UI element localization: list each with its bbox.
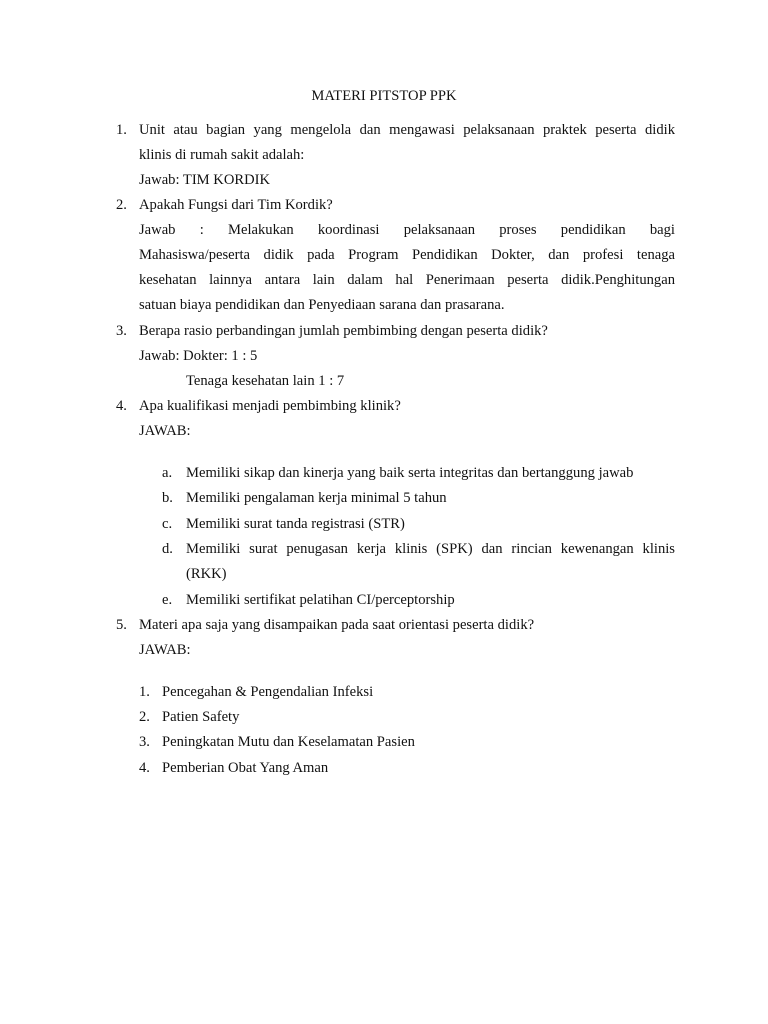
list-text: Memiliki pengalaman kerja minimal 5 tahun bbox=[186, 490, 447, 506]
list-text: Pencegahan & Pengendalian Infeksi bbox=[162, 684, 374, 700]
question-text: Unit atau bagian yang mengelola dan mengawasi pelaksanaan praktek peserta didik bbox=[139, 122, 675, 138]
question-number: 3. bbox=[116, 323, 127, 339]
list-text: Patien Safety bbox=[162, 709, 240, 725]
question-body bbox=[139, 394, 675, 444]
question-body bbox=[139, 193, 675, 318]
question-number: 5. bbox=[116, 617, 127, 633]
question-body bbox=[139, 118, 675, 193]
question-text: Apa kualifikasi menjadi pembimbing klinik? bbox=[139, 398, 401, 414]
question-text: klinis di rumah sakit adalah: bbox=[139, 147, 305, 163]
list-text: Memiliki sikap dan kinerja yang baik serta integritas dan bertanggung jawab bbox=[186, 465, 634, 481]
answer-text: Mahasiswa/peserta didik pada Program Pendidikan Dokter, dan profesi tenaga bbox=[139, 247, 675, 263]
page-title: MATERI PITSTOP PPK bbox=[311, 88, 457, 104]
question-text: Materi apa saja yang disampaikan pada saat orientasi peserta didik? bbox=[139, 617, 535, 633]
answer-label: JAWAB: bbox=[139, 642, 191, 658]
answer-text: kesehatan lainnya antara lain dalam hal Penerimaan peserta didik.Penghitungan bbox=[139, 272, 675, 288]
list-marker: 1. bbox=[139, 684, 150, 700]
answer-label: JAWAB: bbox=[139, 423, 191, 439]
question-number: 4. bbox=[116, 398, 127, 414]
answer-text: Tenaga kesehatan lain 1 : 7 bbox=[186, 373, 345, 389]
list-text: Memiliki sertifikat pelatihan CI/perceptorship bbox=[186, 592, 455, 608]
answer-text: satuan biaya pendidikan dan Penyediaan sarana dan prasarana. bbox=[139, 297, 505, 313]
list-text bbox=[186, 537, 675, 587]
answer-text: Jawab : Melakukan koordinasi pelaksanaan proses pendidikan bagi bbox=[139, 222, 675, 238]
question-text: Apakah Fungsi dari Tim Kordik? bbox=[139, 197, 333, 213]
list-marker: 3. bbox=[139, 734, 150, 750]
question-body bbox=[139, 319, 675, 394]
question-body bbox=[139, 613, 675, 663]
list-marker: e. bbox=[162, 592, 173, 608]
list-text: Pemberian Obat Yang Aman bbox=[162, 760, 329, 776]
list-marker: 2. bbox=[139, 709, 150, 725]
list-marker: b. bbox=[162, 490, 173, 506]
list-marker: c. bbox=[162, 516, 173, 532]
list-text-line: (RKK) bbox=[186, 566, 227, 582]
answer-text: Jawab: Dokter: 1 : 5 bbox=[139, 348, 258, 364]
list-text: Memiliki surat tanda registrasi (STR) bbox=[186, 516, 405, 532]
question-number: 2. bbox=[116, 197, 127, 213]
answer-text: Jawab: TIM KORDIK bbox=[139, 172, 271, 188]
list-text: Peningkatan Mutu dan Keselamatan Pasien bbox=[162, 734, 415, 750]
list-marker: a. bbox=[162, 465, 173, 481]
question-number: 1. bbox=[116, 122, 127, 138]
list-text-line: Memiliki surat penugasan kerja klinis (SPK) dan rincian kewenangan klinis bbox=[186, 541, 675, 557]
list-marker: d. bbox=[162, 541, 173, 557]
question-text: Berapa rasio perbandingan jumlah pembimbing dengan peserta didik? bbox=[139, 323, 548, 339]
list-marker: 4. bbox=[139, 760, 150, 776]
